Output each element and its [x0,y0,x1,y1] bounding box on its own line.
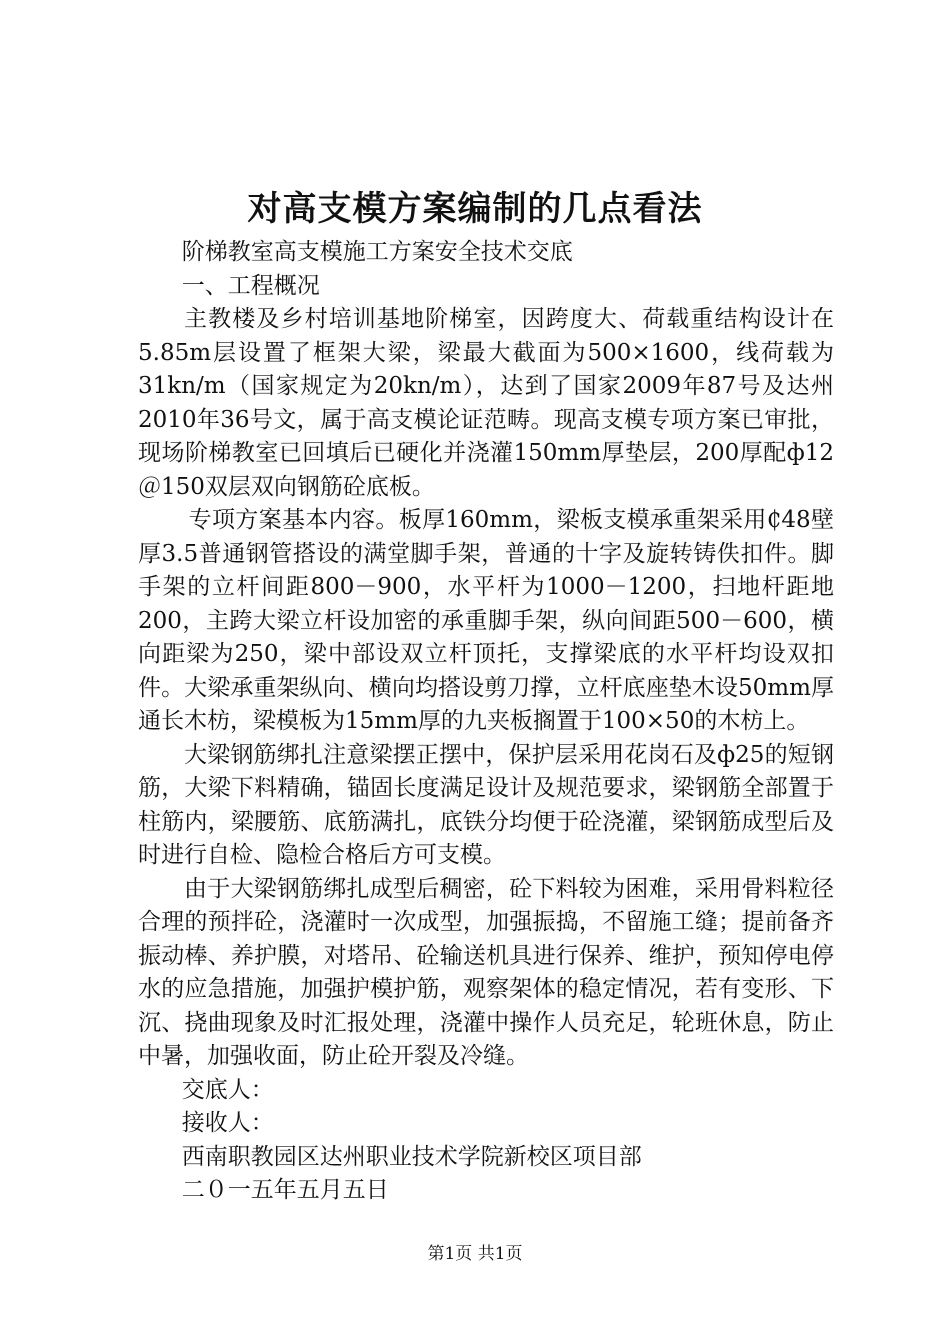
document-body [138,236,834,1208]
paragraph-overview: 主教楼及乡村培训基地阶梯室，因跨度大、荷载重结构设计在5.85m层设置了框架大梁，梁最大截面为500×1600，线荷载为31kn/m（国家规定为20kn/m），达到了国家2009年87号及达州2010年36号文，属于高支模论证范畴。现高支模专项方案已审批，现场阶梯教室已回填后已硬化并浇灌150mm厚垫层，200厚配ф12＠150双层双向钢筋砼底板。 [138,306,834,500]
section-heading: 一、工程概况 [181,272,320,299]
subtitle: 阶梯教室高支模施工方案安全技术交底 [181,239,573,265]
paragraph-concrete: 由于大梁钢筋绑扎成型后稠密，砼下料较为困难，采用骨料粒径合理的预拌砼，浇灌时一次成型，加强振捣，不留施工缝；提前备齐振动棒、养护膜，对塔吊、砼输送机具进行保养、维护，预知停电停水的应急措施，加强护模护筋，观察架体的稳定情况，若有变形、下沉、挠曲现象及时汇报处理，浇灌中操作人员充足，轮班休息，防止中暑，加强收面，防止砼开裂及冷缝。 [138,875,834,1069]
date: 二０一五年五月五日 [181,1177,389,1203]
page-title: 对高支模方案编制的几点看法 [247,189,703,229]
paragraph-rebar: 大梁钢筋绑扎注意梁摆正摆中，保护层采用花岗石及ф25的短钢筋，大梁下料精确，锚固长度满足设计及规范要求，梁钢筋全部置于柱筋内，梁腰筋、底筋满扎，底铁分均便于砼浇灌，梁钢筋成型后及时进行自检、隐检合格后方可支模。 [138,741,834,868]
organization: 西南职教园区达州职业技术学院新校区项目部 [181,1143,642,1170]
page-footer: 第1页 共1页 [427,1244,523,1264]
receiver-label: 接收人： [181,1110,274,1136]
paragraph-scheme: 专项方案基本内容。板厚160mm，梁板支模承重架采用₵48壁厚3.5普通钢管搭设的满堂脚手架，普通的十字及旋转铸佚扣件。脚手架的立杆间距800－900，水平杆为1000－1200，扫地杆距地200，主跨大梁立杆设加密的承重脚手架，纵向间距500－600，横向距梁为250，梁中部设双立杆顶托，支撑梁底的水平杆均设双扣件。大梁承重架纵向、横向均搭设剪刀撑，立杆底座垫木设50mm厚通长木枋，梁模板为15mm厚的九夹板搁置于100×50的木枋上。 [138,507,834,734]
handover-label: 交底人： [181,1076,274,1103]
